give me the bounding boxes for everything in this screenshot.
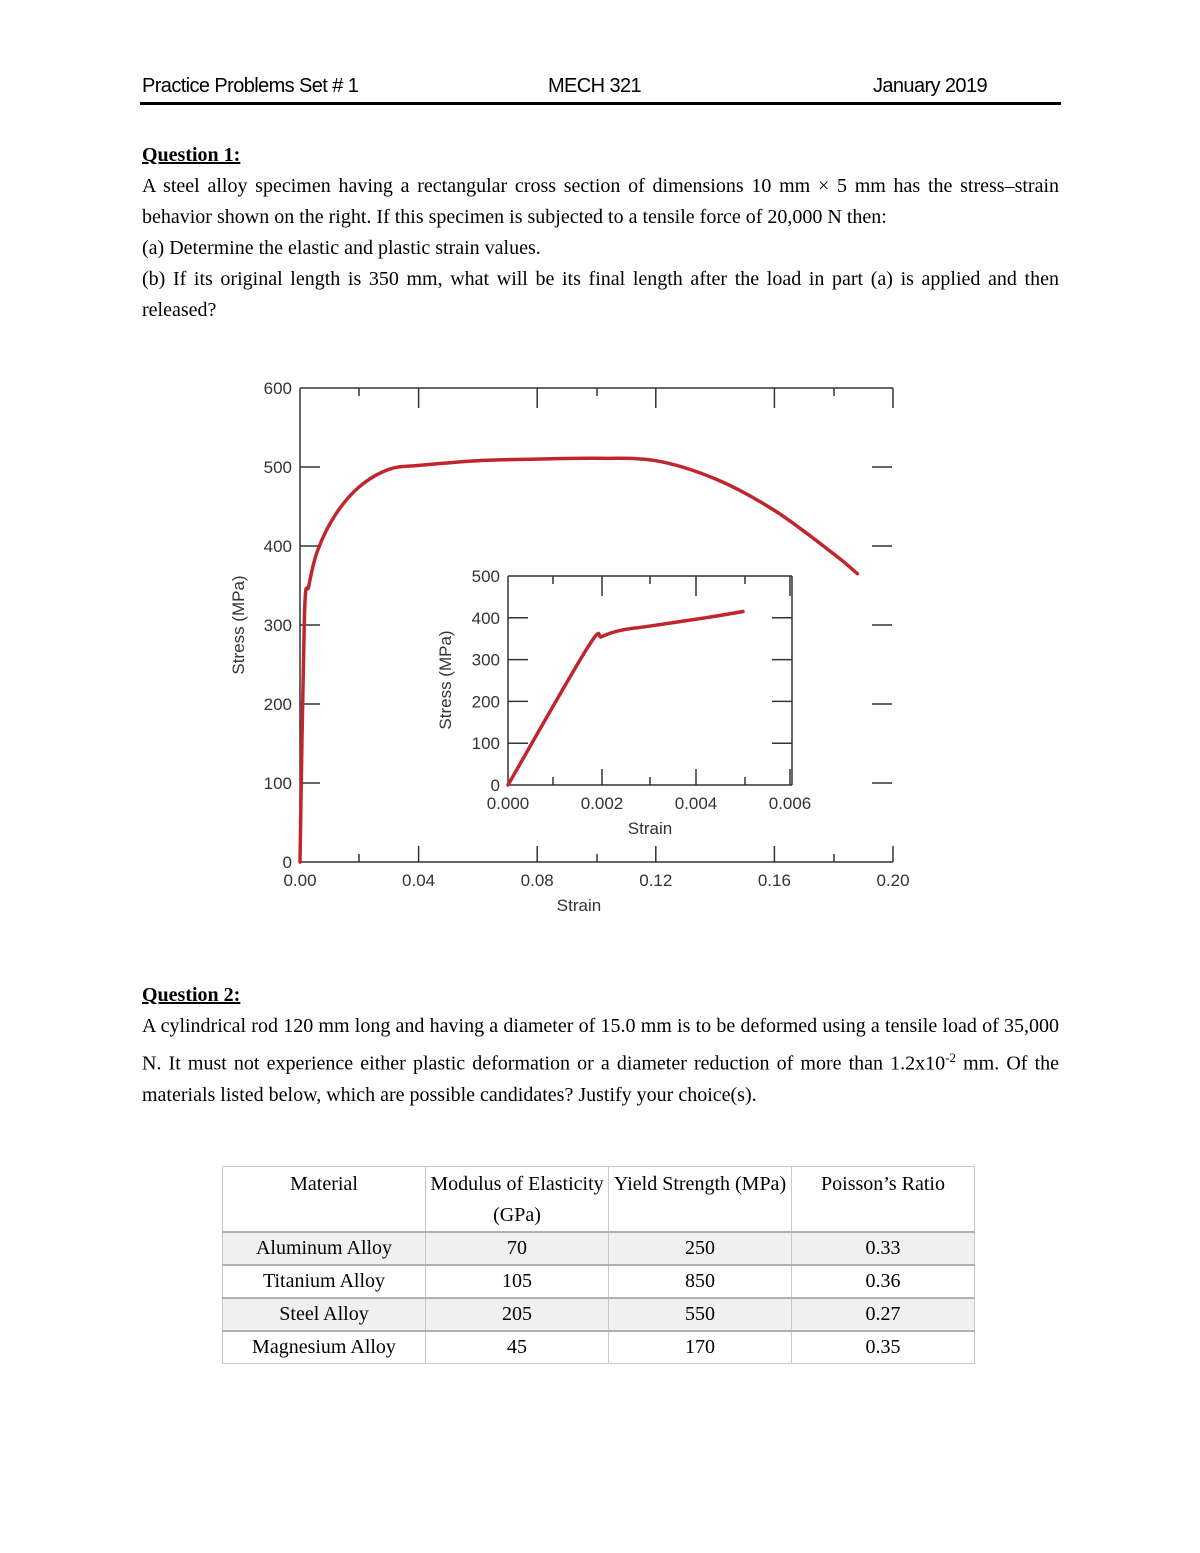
question-1-intro: A steel alloy specimen having a rectangular cross section of dimensions 10 mm × 5 mm has the stress–strain behavior shown on the right. If this specimen is subjected to a tensile force of 20,000 N then:: [142, 175, 1059, 228]
table-cell: 0.36: [792, 1265, 975, 1298]
main-y-tick-label: 100: [263, 774, 292, 793]
table-cell: 550: [609, 1298, 792, 1331]
materials-table: [222, 1166, 975, 1364]
main-y-axis-label: Stress (MPa): [229, 575, 248, 675]
table-row: [223, 1232, 975, 1265]
question-2-title: Question 2:: [142, 984, 241, 1006]
table-cell: 850: [609, 1265, 792, 1298]
main-y-tick-label: 500: [263, 458, 292, 477]
question-1-part-a: (a) Determine the elastic and plastic strain values.: [142, 237, 541, 259]
table-cell: 70: [426, 1232, 609, 1265]
main-x-tick-label: 0.16: [757, 871, 791, 890]
table-cell: 250: [609, 1232, 792, 1265]
inset-y-tick-label: 100: [471, 734, 500, 754]
table-cell: 170: [609, 1331, 792, 1364]
table-cell: Aluminum Alloy: [223, 1232, 426, 1265]
inset-y-tick-label: 400: [471, 608, 500, 628]
inset-x-tick-label: 0.004: [674, 794, 718, 813]
table-cell: Magnesium Alloy: [223, 1331, 426, 1364]
question-2-exponent: -2: [945, 1050, 956, 1065]
table-cell: Steel Alloy: [223, 1298, 426, 1331]
inset-x-tick-label: 0.002: [580, 794, 624, 813]
inset-y-tick-label: 200: [471, 692, 500, 712]
main-y-tick-label: 400: [263, 537, 292, 556]
question-1-title: Question 1:: [142, 144, 241, 166]
main-y-tick-label: 300: [263, 616, 292, 635]
inset-x-tick-label: 0.000: [486, 794, 530, 813]
inset-x-axis-label: Strain: [627, 819, 673, 838]
table-header-row: [223, 1167, 975, 1233]
inset-x-tick-label: 0.006: [768, 794, 812, 813]
main-y-tick-label: 200: [263, 695, 292, 714]
question-2-text-after: mm. Of the materials listed below, which are possible candidates? Justify your choice(s).: [142, 1052, 1059, 1106]
inset-y-axis-label: Stress (MPa): [436, 630, 455, 730]
table-cell: 105: [426, 1265, 609, 1298]
header-material: Material: [223, 1167, 426, 1233]
header-course-code: MECH 321: [548, 75, 642, 97]
table-cell: 45: [426, 1331, 609, 1364]
table-row: [223, 1331, 975, 1364]
inset-axes: [472, 567, 812, 813]
main-y-tick-label: 600: [263, 379, 292, 398]
main-x-tick-label: 0.12: [639, 871, 673, 890]
question-2-text: [142, 1011, 1059, 1111]
main-x-axis-label: Strain: [556, 896, 602, 915]
table-cell: 0.27: [792, 1298, 975, 1331]
table-row: [223, 1265, 975, 1298]
header-yield-strength: Yield Strength (MPa): [609, 1167, 792, 1233]
inset-y-tick-label: 0: [490, 776, 500, 795]
table-cell: 0.33: [792, 1232, 975, 1265]
inset-y-tick-label: 500: [471, 567, 500, 586]
header-course-set: Practice Problems Set # 1: [142, 75, 359, 97]
main-axes: [264, 379, 910, 890]
header-modulus: Modulus of Elasticity (GPa): [426, 1167, 609, 1233]
inset-stress-strain-curve: [508, 612, 743, 786]
main-y-tick-label: 0: [282, 853, 292, 872]
table-row: [223, 1298, 975, 1331]
main-x-tick-label: 0.08: [520, 871, 554, 890]
main-x-tick-label: 0.00: [283, 871, 317, 890]
header-date: January 2019: [872, 75, 987, 97]
main-x-tick-label: 0.04: [402, 871, 436, 890]
main-x-tick-label: 0.20: [876, 871, 910, 890]
inset-y-tick-label: 300: [471, 650, 500, 670]
header-poissons-ratio: Poisson’s Ratio: [792, 1167, 975, 1233]
table-cell: 0.35: [792, 1331, 975, 1364]
table-cell: Titanium Alloy: [223, 1265, 426, 1298]
question-2-text-before: A cylindrical rod 120 mm long and having a diameter of 15.0 mm is to be deformed using a tensile load of 35,000 N. It must not experience either plastic deformation or a diameter reduction of more than 1.2x10: [142, 1015, 1059, 1075]
question-1-part-b: (b) If its original length is 350 mm, what will be its final length after the load in part (a) is applied and then released?: [142, 268, 1059, 321]
table-cell: 205: [426, 1298, 609, 1331]
